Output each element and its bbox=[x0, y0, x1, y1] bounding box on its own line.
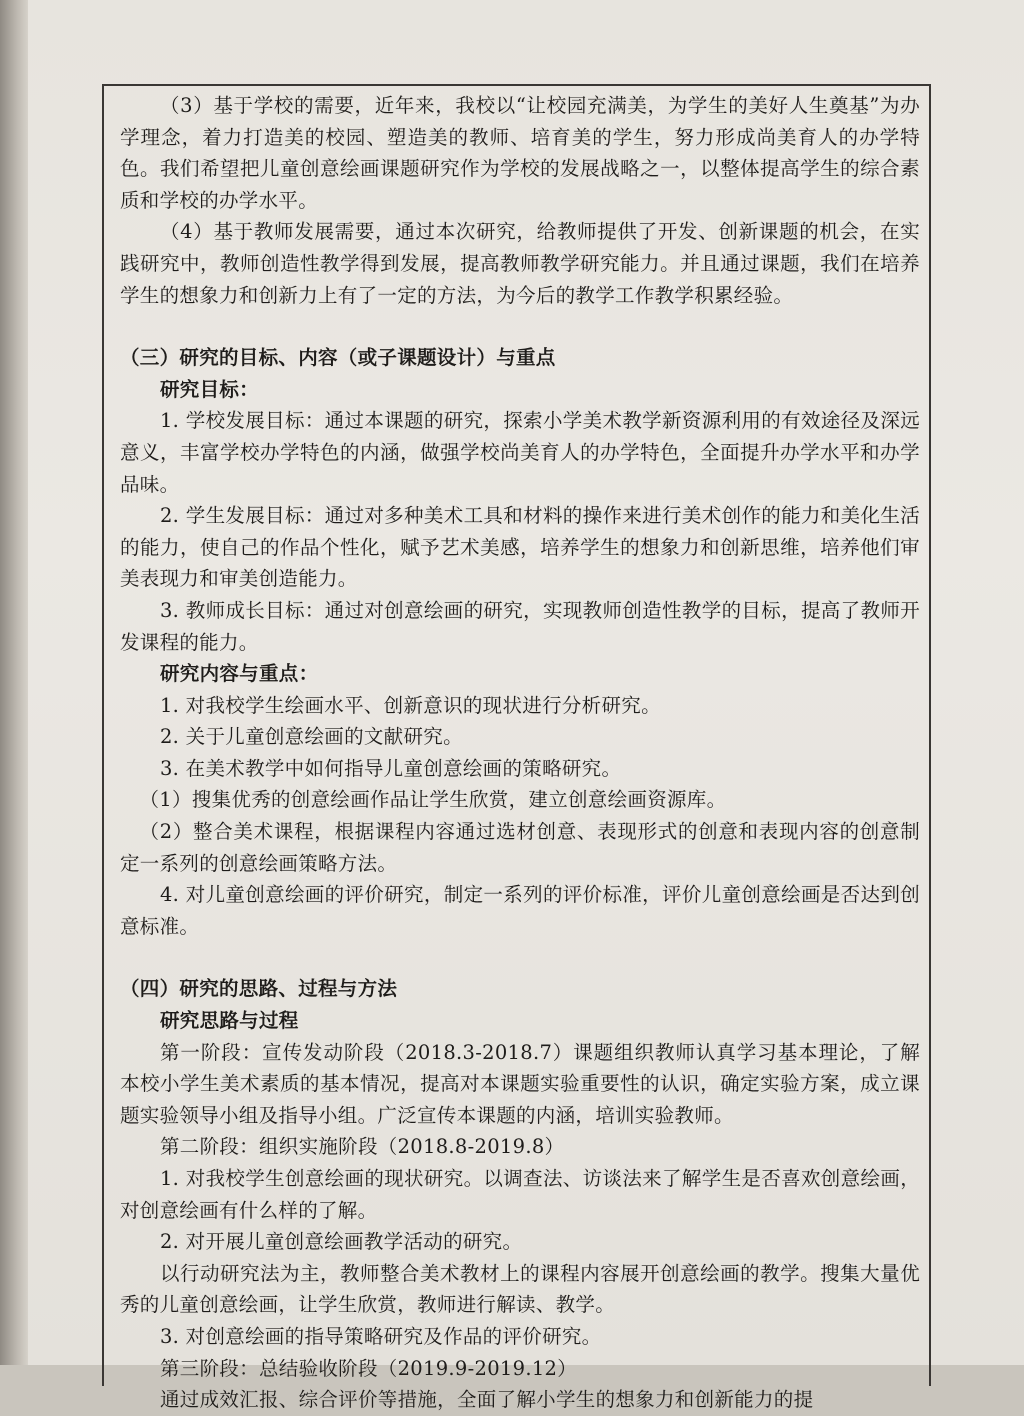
body-paragraph: 4. 对儿童创意绘画的评价研究，制定一系列的评价标准，评价儿童创意绘画是否达到创意标准。 bbox=[120, 883, 920, 938]
body-paragraph: 1. 对我校学生创意绘画的现状研究。以调查法、访谈法来了解学生是否喜欢创意绘画，对创意绘画有什么样的了解。 bbox=[120, 1167, 920, 1222]
section-heading: （三）研究的目标、内容（或子课题设计）与重点 bbox=[120, 346, 556, 370]
body-paragraph: 以行动研究法为主，教师整合美术教材上的课程内容展开创意绘画的教学。搜集大量优秀的儿童创意绘画，让学生欣赏，教师进行解读、教学。 bbox=[120, 1261, 920, 1317]
document-body bbox=[120, 90, 920, 1416]
subsection-heading: 研究内容与重点： bbox=[159, 662, 319, 686]
body-paragraph: 通过成效汇报、综合评价等措施，全面了解小学生的想象力和创新能力的提 bbox=[159, 1388, 814, 1412]
body-paragraph: 第二阶段：组织实施阶段（2018.8-2019.8） bbox=[159, 1135, 565, 1159]
body-paragraph: 3. 教师成长目标：通过对创意绘画的研究，实现教师创造性教学的目标，提高了教师开发课程的能力。 bbox=[120, 598, 920, 654]
body-paragraph: 3. 在美术教学中如何指导儿童创意绘画的策略研究。 bbox=[159, 756, 622, 780]
section-heading: （四）研究的思路、过程与方法 bbox=[120, 977, 398, 1001]
body-paragraph: 2. 学生发展目标：通过对多种美术工具和材料的操作来进行美术创作的能力和美化生活的能力，使自己的作品个性化，赋予艺术美感，培养学生的想象力和创新思维，培养他们审美表现力和审美创造能力。 bbox=[120, 504, 920, 591]
body-paragraph: 第三阶段：总结验收阶段（2019.9-2019.12） bbox=[159, 1356, 578, 1380]
body-paragraph: 1. 对我校学生绘画水平、创新意识的现状进行分析研究。 bbox=[159, 693, 661, 717]
body-paragraph: 2. 关于儿童创意绘画的文献研究。 bbox=[159, 725, 463, 749]
body-paragraph: 1. 学校发展目标：通过本课题的研究，探索小学美术教学新资源利用的有效途径及深远意义，丰富学校办学特色的内涵，做强学校尚美育人的办学特色，全面提升办学水平和办学品味。 bbox=[120, 409, 920, 496]
body-paragraph: 第一阶段：宣传发动阶段（2018.3-2018.7）课题组织教师认真学习基本理论，了解本校小学生美术素质的基本情况，提高对本课题实验重要性的认识，确定实验方案，成立课题实验领导小组及指导小组。广泛宣传本课题的内涵，培训实验教师。 bbox=[120, 1040, 920, 1127]
body-paragraph: （2）整合美术课程，根据课程内容通过选材创意、表现形式的创意和表现内容的创意制定一系列的创意绘画策略方法。 bbox=[120, 820, 920, 875]
subsection-heading: 研究思路与过程 bbox=[159, 1009, 299, 1033]
body-paragraph: （1）搜集优秀的创意绘画作品让学生欣赏，建立创意绘画资源库。 bbox=[139, 788, 727, 812]
book-binding-shadow bbox=[0, 0, 28, 1365]
body-paragraph: （3）基于学校的需要，近年来，我校以“让校园充满美，为学生的美好人生奠基”为办学理念，着力打造美的校园、塑造美的教师、培育美的学生，努力形成尚美育人的办学特色。我们希望把儿童创意绘画课题研究作为学校的发展战略之一，以整体提高学生的综合素质和学校的办学水平。 bbox=[120, 94, 920, 212]
subsection-heading: 研究目标： bbox=[159, 377, 259, 401]
body-paragraph: 2. 对开展儿童创意绘画教学活动的研究。 bbox=[159, 1230, 523, 1254]
body-paragraph: 3. 对创意绘画的指导策略研究及作品的评价研究。 bbox=[159, 1324, 602, 1348]
body-paragraph: （4）基于教师发展需要，通过本次研究，给教师提供了开发、创新课题的机会，在实践研究中，教师创造性教学得到发展，提高教师教学研究能力。并且通过课题，我们在培养学生的想象力和创新力上有了一定的方法，为今后的教学工作教学积累经验。 bbox=[120, 220, 920, 307]
